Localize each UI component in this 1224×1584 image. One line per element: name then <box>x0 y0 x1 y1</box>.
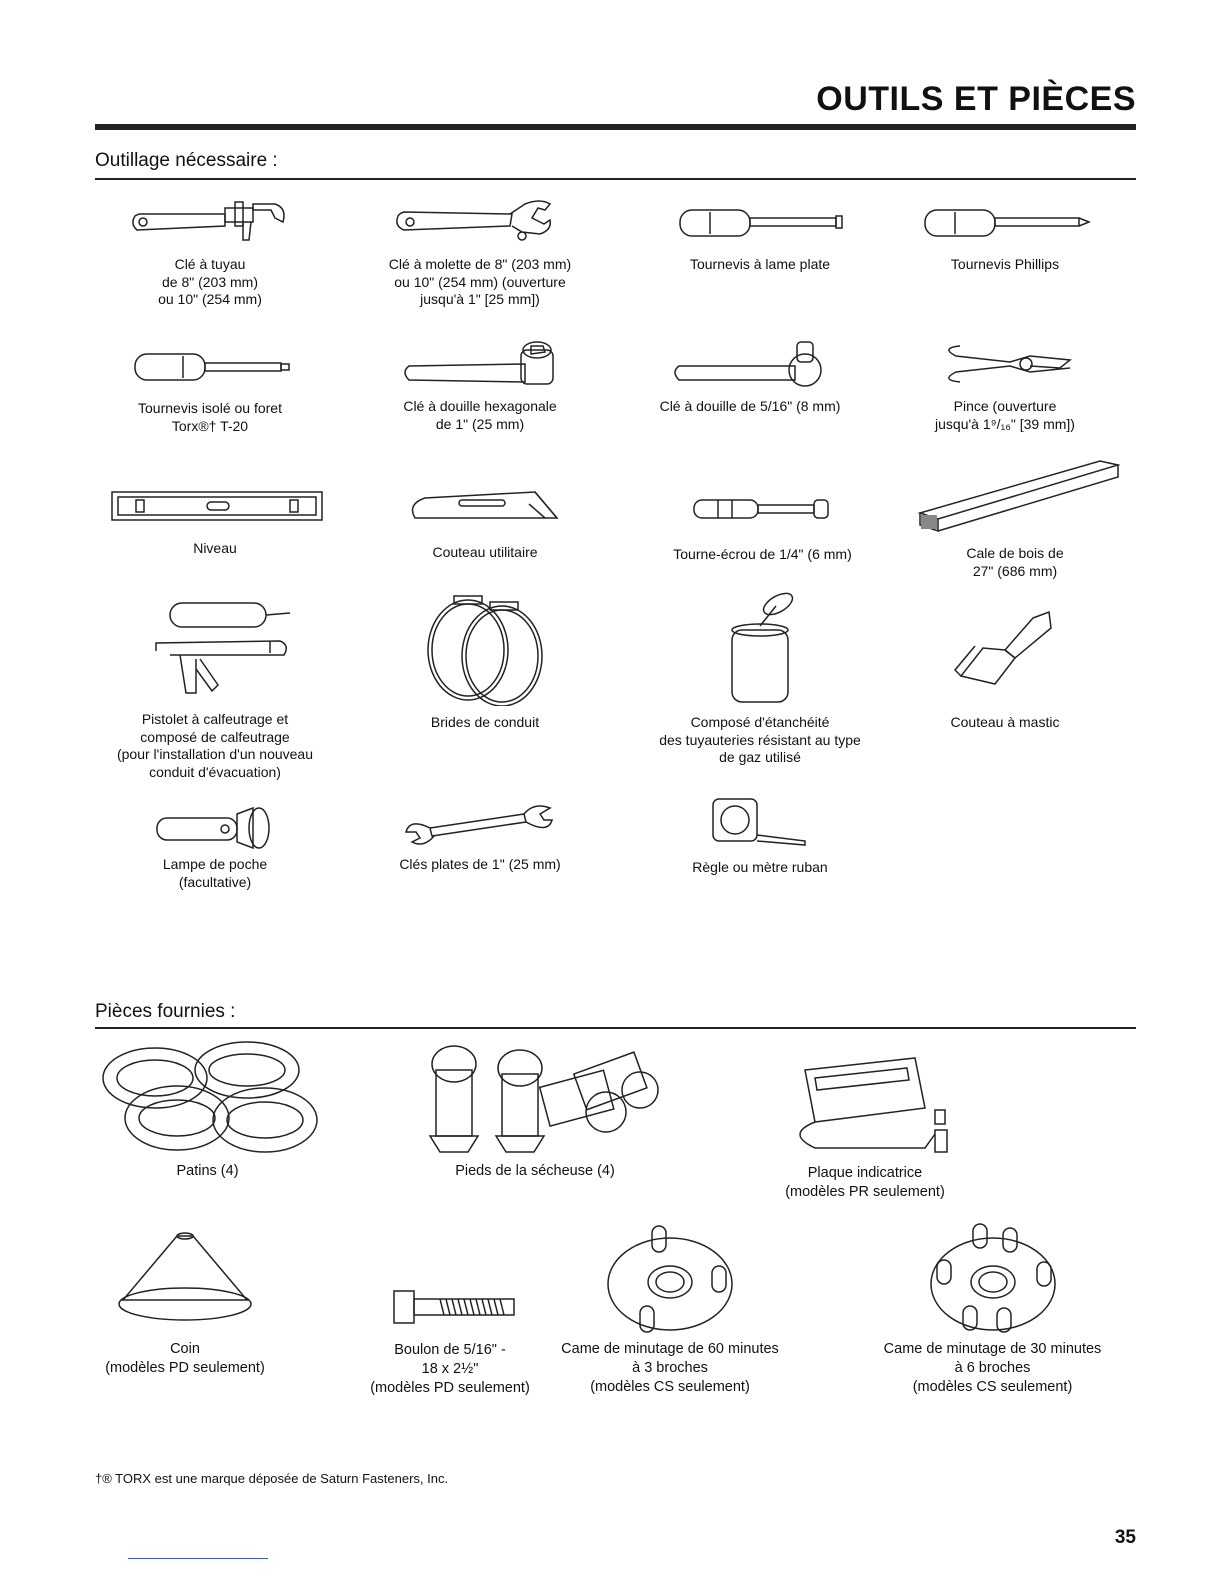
part-label: Patins (4) <box>176 1163 239 1179</box>
tool-open-end-wrench <box>365 800 595 874</box>
tool-label: Règle ou mètre ruban <box>692 859 828 875</box>
putty-knife-icon <box>945 608 1065 706</box>
tool-label: Tournevis Phillips <box>950 256 1060 272</box>
wood-block-icon <box>910 455 1120 535</box>
tool-socket-wrench <box>630 338 870 416</box>
part-label: Came de minutage de 30 minutes à 6 broches (modèles CS seulement) <box>883 1341 1102 1395</box>
parts-section-rule <box>95 1027 1136 1029</box>
part-label: Plaque indicatrice (modèles PR seulement) <box>785 1165 945 1200</box>
open-end-wrench-icon <box>400 800 560 848</box>
timer-cam-3-pin-icon <box>600 1220 740 1338</box>
tool-label: Tourne-écrou de 1/4" (6 mm) <box>673 546 852 562</box>
hex-socket-wrench-icon <box>395 338 565 390</box>
part-label: Coin (modèles PD seulement) <box>105 1341 265 1376</box>
phillips-screwdriver-icon <box>915 196 1095 246</box>
tools-section-heading: Outillage nécessaire : <box>95 150 278 171</box>
tool-label: Brides de conduit <box>430 714 540 730</box>
tool-adjustable-wrench <box>350 196 610 309</box>
tool-label: Clé à douille de 5/16" (8 mm) <box>659 398 841 414</box>
page-title: OUTILS ET PIÈCES <box>816 80 1136 118</box>
part-label: Came de minutage de 60 minutes à 3 broches (modèles CS seulement) <box>561 1341 779 1395</box>
adjustable-wrench-icon <box>390 196 570 246</box>
tool-hex-socket-wrench <box>360 338 600 433</box>
tool-label: Tournevis isolé ou foret Torx®† T-20 <box>138 400 282 434</box>
tool-label: Couteau à mastic <box>950 714 1060 730</box>
tool-level <box>110 488 320 558</box>
tool-duct-clamps <box>375 588 595 732</box>
timer-cam-6-pin-icon <box>923 1220 1063 1338</box>
pipe-wrench-icon <box>125 196 295 246</box>
socket-wrench-icon <box>665 338 835 390</box>
tool-caulking-gun <box>95 595 335 781</box>
tool-label: Couteau utilitaire <box>432 544 538 560</box>
tape-measure-icon <box>705 795 815 849</box>
page-number: 35 <box>1114 1527 1136 1548</box>
tool-putty-knife <box>905 608 1105 732</box>
flashlight-icon <box>145 804 285 852</box>
flat-screwdriver-icon <box>670 196 850 246</box>
foot-pads-icon <box>95 1040 320 1158</box>
tool-torx-screwdriver <box>110 342 310 435</box>
part-bolt <box>355 1285 545 1398</box>
tool-utility-knife <box>380 484 590 562</box>
duct-clamps-icon <box>420 588 550 706</box>
title-rule <box>95 124 1136 130</box>
nut-driver-icon <box>688 492 838 526</box>
tool-label: Tournevis à lame plate <box>689 256 831 272</box>
part-foot-pads <box>95 1040 320 1181</box>
tool-label: Clés plates de 1" (25 mm) <box>399 856 561 872</box>
part-label: Pieds de la sécheuse (4) <box>455 1163 615 1179</box>
dryer-feet-icon <box>410 1040 660 1158</box>
footnote: †® TORX est une marque déposée de Saturn Fasteners, Inc. <box>95 1471 449 1486</box>
parts-section-heading: Pièces fournies : <box>95 1001 236 1022</box>
part-indicator-plate <box>750 1048 980 1202</box>
tool-nut-driver <box>650 492 875 564</box>
pliers-icon <box>930 338 1080 390</box>
tool-label: Pistolet à calfeutrage et composé de calfeutrage (pour l'installation d'un nouveau conduit d'évacuation) <box>116 711 314 780</box>
tool-label: Cale de bois de 27" (686 mm) <box>966 545 1064 579</box>
part-wedge <box>85 1228 285 1378</box>
indicator-plate-icon <box>775 1048 955 1158</box>
level-icon <box>110 488 325 524</box>
tool-label: Niveau <box>193 540 237 556</box>
tool-wood-block <box>905 455 1125 580</box>
tool-label: Clé à tuyau de 8" (203 mm) ou 10" (254 mm) <box>158 256 262 307</box>
tool-label: Clé à molette de 8" (203 mm) ou 10" (254 mm) (ouverture jusqu'à 1" [25 mm]) <box>388 256 572 307</box>
tool-label: Composé d'étanchéité des tuyauteries résistant au type de gaz utilisé <box>659 714 861 765</box>
part-label: Boulon de 5/16" - 18 x 2½" (modèles PD seulement) <box>370 1342 530 1396</box>
torx-screwdriver-icon <box>125 342 295 390</box>
tools-section-rule <box>95 178 1136 180</box>
tool-label: Pince (ouverture jusqu'à 1⁹/₁₆" [39 mm]) <box>935 398 1075 432</box>
bottom-link-line <box>128 1558 268 1559</box>
tool-phillips-screwdriver <box>905 196 1105 274</box>
part-timer-cam-60 <box>545 1220 795 1397</box>
tool-flat-screwdriver <box>640 196 880 274</box>
part-dryer-feet <box>400 1040 670 1181</box>
tool-pliers <box>895 338 1115 433</box>
tool-label: Clé à douille hexagonale de 1" (25 mm) <box>403 398 557 432</box>
tool-label: Lampe de poche (facultative) <box>162 856 268 890</box>
part-timer-cam-30 <box>865 1220 1120 1397</box>
tool-tape-measure <box>640 795 880 877</box>
tool-flashlight <box>120 804 310 891</box>
tool-pipe-wrench <box>110 196 310 309</box>
tool-pipe-compound <box>630 590 890 767</box>
wedge-icon <box>115 1228 255 1328</box>
utility-knife-icon <box>405 484 565 528</box>
caulking-gun-icon <box>130 595 300 705</box>
pipe-compound-icon <box>720 590 800 706</box>
bolt-icon <box>380 1285 520 1327</box>
